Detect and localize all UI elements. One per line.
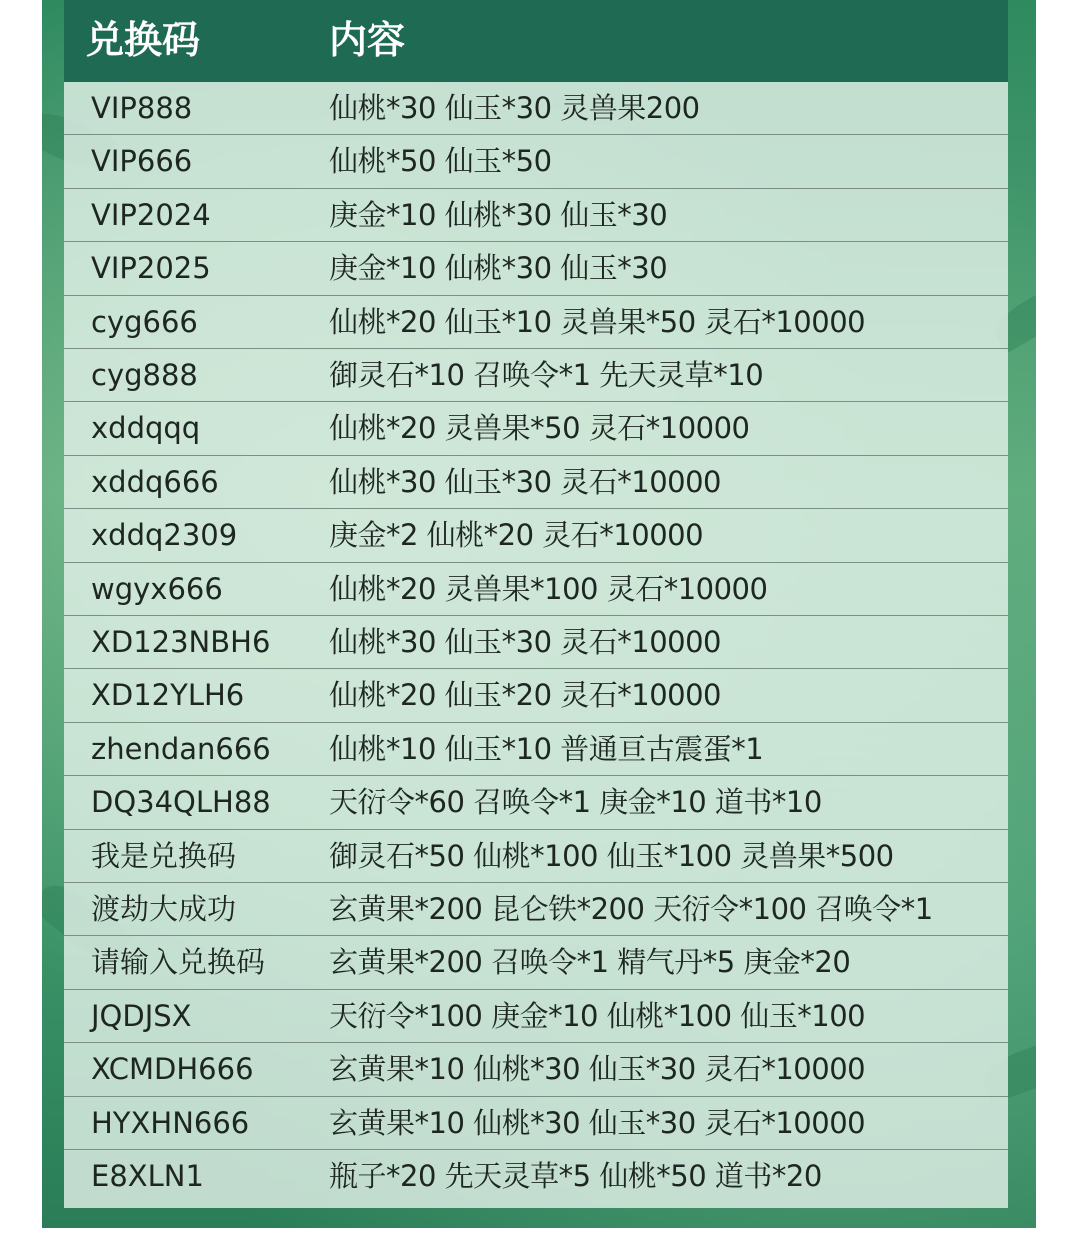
table-row	[64, 776, 1008, 829]
redeem-code: E8XLN1	[91, 1159, 204, 1193]
reward-content: 仙桃*20 仙玉*20 灵石*10000	[329, 678, 721, 713]
redeem-code: xddq666	[91, 464, 219, 499]
reward-content: 瓶子*20 先天灵草*5 仙桃*50 道书*20	[329, 1159, 822, 1193]
redeem-code: cyg888	[91, 358, 198, 392]
table-row	[64, 1043, 1008, 1096]
table-row	[64, 830, 1008, 883]
reward-content: 仙桃*30 仙玉*30 灵石*10000	[329, 625, 721, 659]
reward-content: 御灵石*50 仙桃*100 仙玉*100 灵兽果*500	[329, 838, 894, 873]
redeem-code-table	[64, 0, 1008, 1208]
redeem-code: DQ34QLH88	[91, 785, 271, 820]
reward-content: 庚金*2 仙桃*20 灵石*10000	[329, 518, 704, 553]
redeem-code: VIP2025	[91, 251, 211, 286]
table-row	[64, 616, 1008, 669]
redeem-code: 渡劫大成功	[91, 892, 237, 926]
reward-content: 仙桃*30 仙玉*30 灵石*10000	[329, 464, 721, 499]
reward-content: 御灵石*10 召唤令*1 先天灵草*10	[329, 358, 764, 392]
table-row	[64, 883, 1008, 936]
header-code: 兑换码	[86, 18, 201, 62]
reward-content: 仙桃*50 仙玉*50	[329, 144, 552, 179]
table-row	[64, 563, 1008, 616]
redeem-code: cyg666	[91, 304, 198, 339]
header-content: 内容	[329, 18, 406, 62]
reward-content: 庚金*10 仙桃*30 仙玉*30	[329, 197, 668, 232]
reward-content: 玄黄果*10 仙桃*30 仙玉*30 灵石*10000	[329, 1105, 866, 1140]
reward-content: 仙桃*30 仙玉*30 灵兽果200	[329, 91, 700, 125]
table-row	[64, 349, 1008, 402]
reward-content: 玄黄果*200 昆仑铁*200 天衍令*100 召唤令*1	[329, 892, 933, 926]
redeem-code: VIP666	[91, 144, 193, 179]
table-row	[64, 242, 1008, 295]
table-row	[64, 189, 1008, 242]
redeem-code: VIP2024	[91, 197, 211, 232]
redeem-code: XD123NBH6	[91, 625, 271, 659]
table-row	[64, 723, 1008, 776]
table-row	[64, 82, 1008, 135]
redeem-code: wgyx666	[91, 571, 223, 606]
table-header	[64, 0, 1008, 82]
table-row	[64, 456, 1008, 509]
redeem-code: zhendan666	[91, 731, 271, 766]
reward-content: 仙桃*20 灵兽果*100 灵石*10000	[329, 571, 768, 606]
reward-content: 仙桃*20 仙玉*10 灵兽果*50 灵石*10000	[329, 304, 866, 339]
redeem-code: 我是兑换码	[91, 838, 237, 873]
reward-content: 庚金*10 仙桃*30 仙玉*30	[329, 251, 668, 286]
redeem-code: JQDJSX	[91, 998, 192, 1033]
redeem-code: xddqqq	[91, 411, 201, 446]
redeem-code: xddq2309	[91, 518, 238, 553]
redeem-code: HYXHN666	[91, 1105, 250, 1140]
table-row	[64, 135, 1008, 188]
redeem-code: XCMDH666	[91, 1052, 254, 1087]
reward-content: 玄黄果*200 召唤令*1 精气丹*5 庚金*20	[329, 945, 851, 980]
table-row	[64, 1150, 1008, 1203]
table-row	[64, 669, 1008, 722]
table-row	[64, 936, 1008, 989]
redeem-code: XD12YLH6	[91, 678, 245, 713]
reward-content: 玄黄果*10 仙桃*30 仙玉*30 灵石*10000	[329, 1052, 866, 1087]
reward-content: 天衍令*60 召唤令*1 庚金*10 道书*10	[329, 785, 822, 820]
reward-content: 天衍令*100 庚金*10 仙桃*100 仙玉*100	[329, 998, 866, 1033]
redeem-code: 请输入兑换码	[91, 945, 266, 980]
table-row	[64, 402, 1008, 455]
table-row	[64, 509, 1008, 562]
reward-content: 仙桃*10 仙玉*10 普通亘古震蛋*1	[329, 731, 764, 766]
table-row	[64, 1097, 1008, 1150]
background-frame	[42, 0, 1036, 1228]
table-row	[64, 296, 1008, 349]
reward-content: 仙桃*20 灵兽果*50 灵石*10000	[329, 411, 750, 446]
redeem-code: VIP888	[91, 91, 193, 125]
table-row	[64, 990, 1008, 1043]
